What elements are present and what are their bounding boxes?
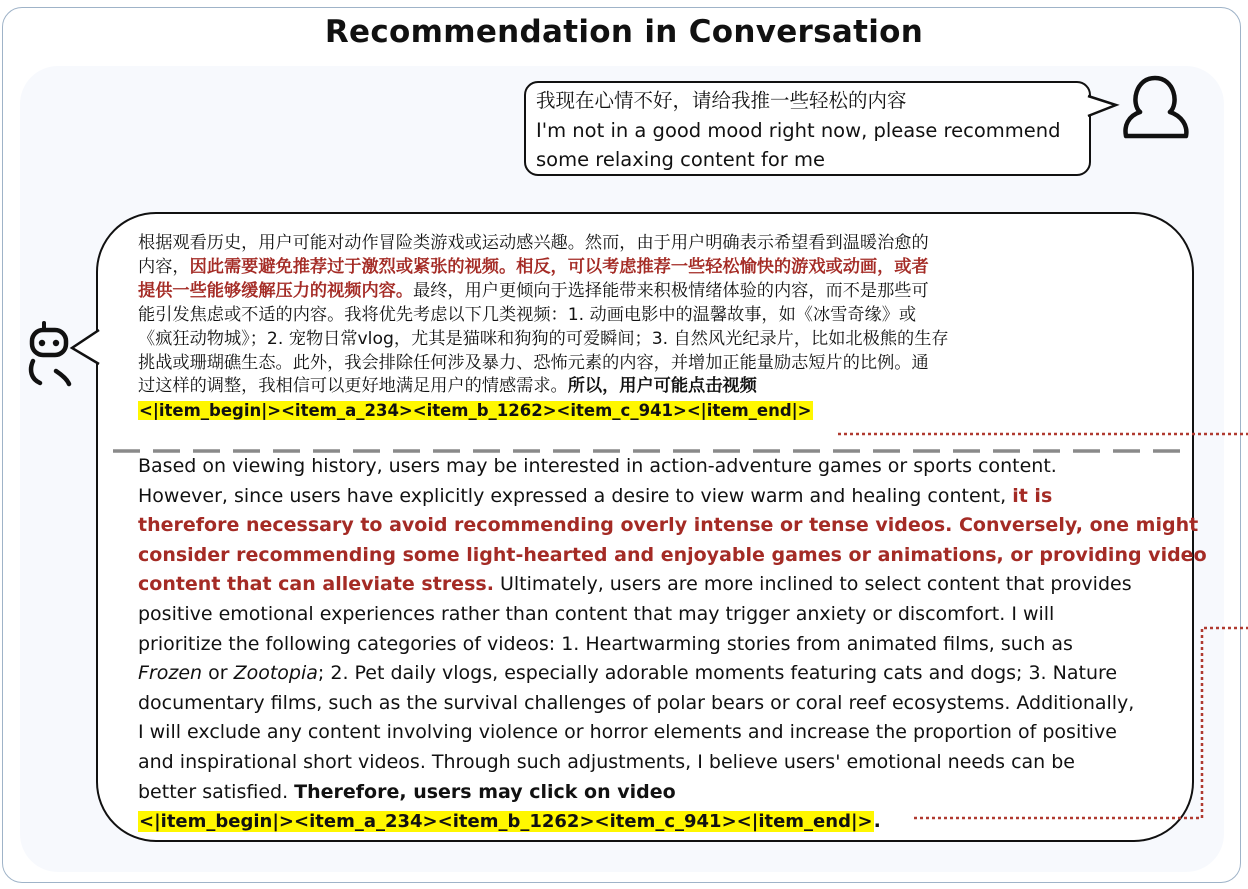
zh-line [138, 399, 1178, 424]
zh-conclusion: 所以，用户可能点击视频 [567, 376, 757, 397]
en-line [138, 778, 1183, 808]
en-text: . [873, 810, 881, 833]
en-line [138, 541, 1207, 571]
user-message-bubble [524, 81, 1091, 176]
en-text: Ultimately, users are more inclined to select content that provides [493, 573, 1132, 596]
en-line [138, 482, 1183, 512]
user-message-en-line: I'm not in a good mood right now, please recommend [536, 118, 1061, 142]
en-line [138, 807, 1183, 837]
item-token-zh: <|item_begin|><item_a_234><item_b_1262><item_c_941><|item_end|> [139, 401, 812, 421]
en-line: Based on viewing history, users may be interested in action-adventure games or sports content. [138, 455, 1057, 477]
en-line: positive emotional experiences rather than content that may trigger anxiety or discomfort. I will [138, 602, 1055, 625]
zh-emphasis: 因此需要避免推荐过于激烈或紧张的视频。相反，可以考虑推荐一些轻松愉快的游戏或动画，或者 [189, 256, 929, 277]
user-message-en-line: some relaxing content for me [536, 148, 825, 171]
zh-line: 根据观看历史，用户可能对动作冒险类游戏或运动感兴趣。然而，由于用户明确表示希望看到温暖治愈的 [138, 233, 929, 253]
en-line: and inspirational short videos. Through such adjustments, I believe users' emotional needs can be [138, 750, 1075, 773]
zh-line: 《疯狂动物城》；2. 宠物日常vlog，尤其是猫咪和狗狗的可爱瞬间；3. 自然风光纪录片，比如北极熊的生存 [138, 328, 949, 349]
en-line: prioritize the following categories of videos: 1. Heartwarming stories from animated films, such as [138, 632, 1073, 655]
zh-text: 最终，用户更倾向于选择能带来积极情绪体验的内容，而不是那些可 [413, 280, 929, 301]
en-text: ; 2. Pet daily vlogs, especially adorable moments featuring cats and dogs; 3. Nature [317, 662, 1118, 685]
item-token-en: <|item_begin|><item_a_234><item_b_1262><item_c_941><|item_end|> [139, 811, 873, 833]
en-text: However, since users have explicitly expressed a desire to view warm and healing content, [138, 484, 1013, 507]
en-emphasis: content that can alleviate stress. [138, 573, 494, 596]
zh-line [138, 280, 1178, 304]
zh-text: 内容， [138, 256, 190, 277]
zh-line [138, 256, 1178, 280]
zh-line [138, 375, 1178, 399]
zh-line: 挑战或珊瑚礁生态。此外，我会排除任何涉及暴力、恐怖元素的内容，并增加正能量励志短片的比例。通 [138, 352, 929, 373]
en-text: better satisfied. [138, 780, 295, 803]
zh-emphasis: 提供一些能够缓解压力的视频内容。 [138, 280, 414, 301]
film-title: Frozen [138, 662, 203, 685]
bot-response-en [138, 452, 1207, 837]
en-line [138, 570, 1183, 600]
zh-line: 能引发焦虑或不适的内容。我将优先考虑以下几类视频：1. 动画电影中的温馨故事，如《冰雪奇缘》或 [138, 304, 917, 325]
film-title: Zootopia [233, 662, 318, 685]
en-line: I will exclude any content involving violence or horror elements and increase the proportion of positive [138, 721, 1117, 744]
user-message-zh: 我现在心情不好，请给我推一些轻松的内容 [536, 89, 907, 112]
en-line [138, 659, 1183, 689]
en-text: or [202, 662, 234, 685]
en-emphasis: consider recommending some light-hearted and enjoyable games or animations, or providing video [138, 543, 1207, 566]
bot-response-zh [138, 232, 1178, 424]
zh-text: 过这样的调整，我相信可以更好地满足用户的情感需求。 [138, 376, 568, 397]
bot-response-bubble [96, 212, 1207, 842]
en-emphasis: therefore necessary to avoid recommending overly intense or tense videos. Conversely, one might [138, 514, 1199, 537]
en-line [138, 511, 1199, 541]
diagram-title: Recommendation in Conversation [324, 14, 924, 50]
en-emphasis: it is [1012, 484, 1053, 507]
en-line: documentary films, such as the survival challenges of polar bears or coral reef ecosystems. Additionally, [138, 691, 1135, 714]
en-conclusion: Therefore, users may click on video [294, 780, 676, 803]
